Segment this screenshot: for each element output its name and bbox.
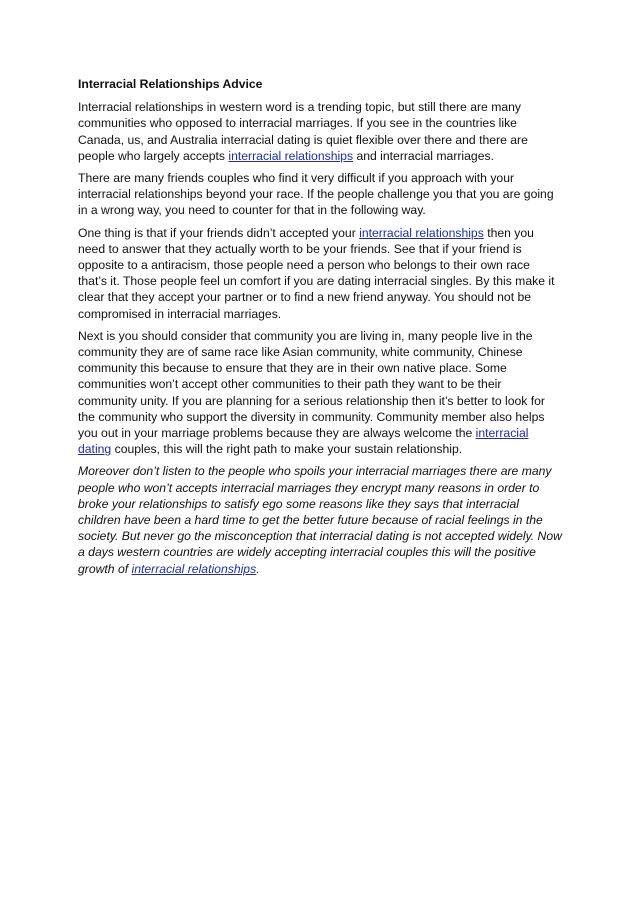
paragraph-5 <box>78 463 562 576</box>
paragraph-4-text-b: couples, this will the right path to make your sustain relationship. <box>111 442 463 457</box>
paragraph-2: There are many friends couples who find it very difficult if you approach with your interracial relationships beyond your race. If the people challenge you that you are going in a wrong way, you need to counter for that in the following way. <box>78 171 554 218</box>
paragraph-3-text-a: One thing is that if your friends didn’t accepted your <box>78 225 360 240</box>
paragraph-4 <box>78 328 562 458</box>
interracial-relationships-link-1[interactable]: interracial relationships <box>228 148 354 163</box>
paragraph-1 <box>78 99 562 164</box>
paragraph-1-text-b: and interracial marriages. <box>353 148 494 163</box>
paragraph-3-text-b: then you need to answer that they actually worth to be your friends. See that if your friend is opposite to a antiracism, those people need a person who belongs to their own race that’s it. Those people feel un comfort if you are dating interracial singles. By this make it clear that they accept your partner or to find a new friend anyway. You should not be compromised in interracial marriages. <box>78 225 555 321</box>
interracial-relationships-link-2[interactable]: interracial relationships <box>359 225 484 240</box>
paragraph-5-text-b: . <box>256 561 260 576</box>
document-title: Interracial Relationships Advice <box>78 77 263 91</box>
interracial-dating-link[interactable]: interracial dating <box>78 426 529 457</box>
paragraph-5-text-a: Moreover don’t listen to the people who spoils your interracial marriages there are many people who won’t accepts interracial marriages they encrypt many reasons in order to broke your relationships to satisfy ego some reasons like they says that interracial children have been a hard time to get the better future because of racial feelings in the society. But never go the misconception that interracial dating is not accepted widely. Now a days western countries are widely accepting interracial couples this will the positive growth of <box>78 464 562 576</box>
paragraph-4-text-a: Next is you should consider that community you are living in, many people live in the community they are of same race like Asian community, white community, Chinese community this because to ensure that they are in their own native place. Some communities won’t accept other communities to their path they want to be their community unity. If you are planning for a serious relationship then it’s better to look for the community who support the diversity in community. Community member also helps you out in your marriage problems because they are always welcome the <box>78 328 545 441</box>
paragraph-1-text-a: Interracial relationships in western word is a trending topic, but still there are many communities who opposed to interracial marriages. If you see in the countries like Canada, us, and Australia interracial dating is quiet flexible over there and there are people who largely accepts <box>78 100 528 163</box>
document-page <box>78 76 562 583</box>
paragraph-3 <box>78 225 562 322</box>
interracial-relationships-link-3[interactable]: interracial relationships <box>131 561 257 576</box>
